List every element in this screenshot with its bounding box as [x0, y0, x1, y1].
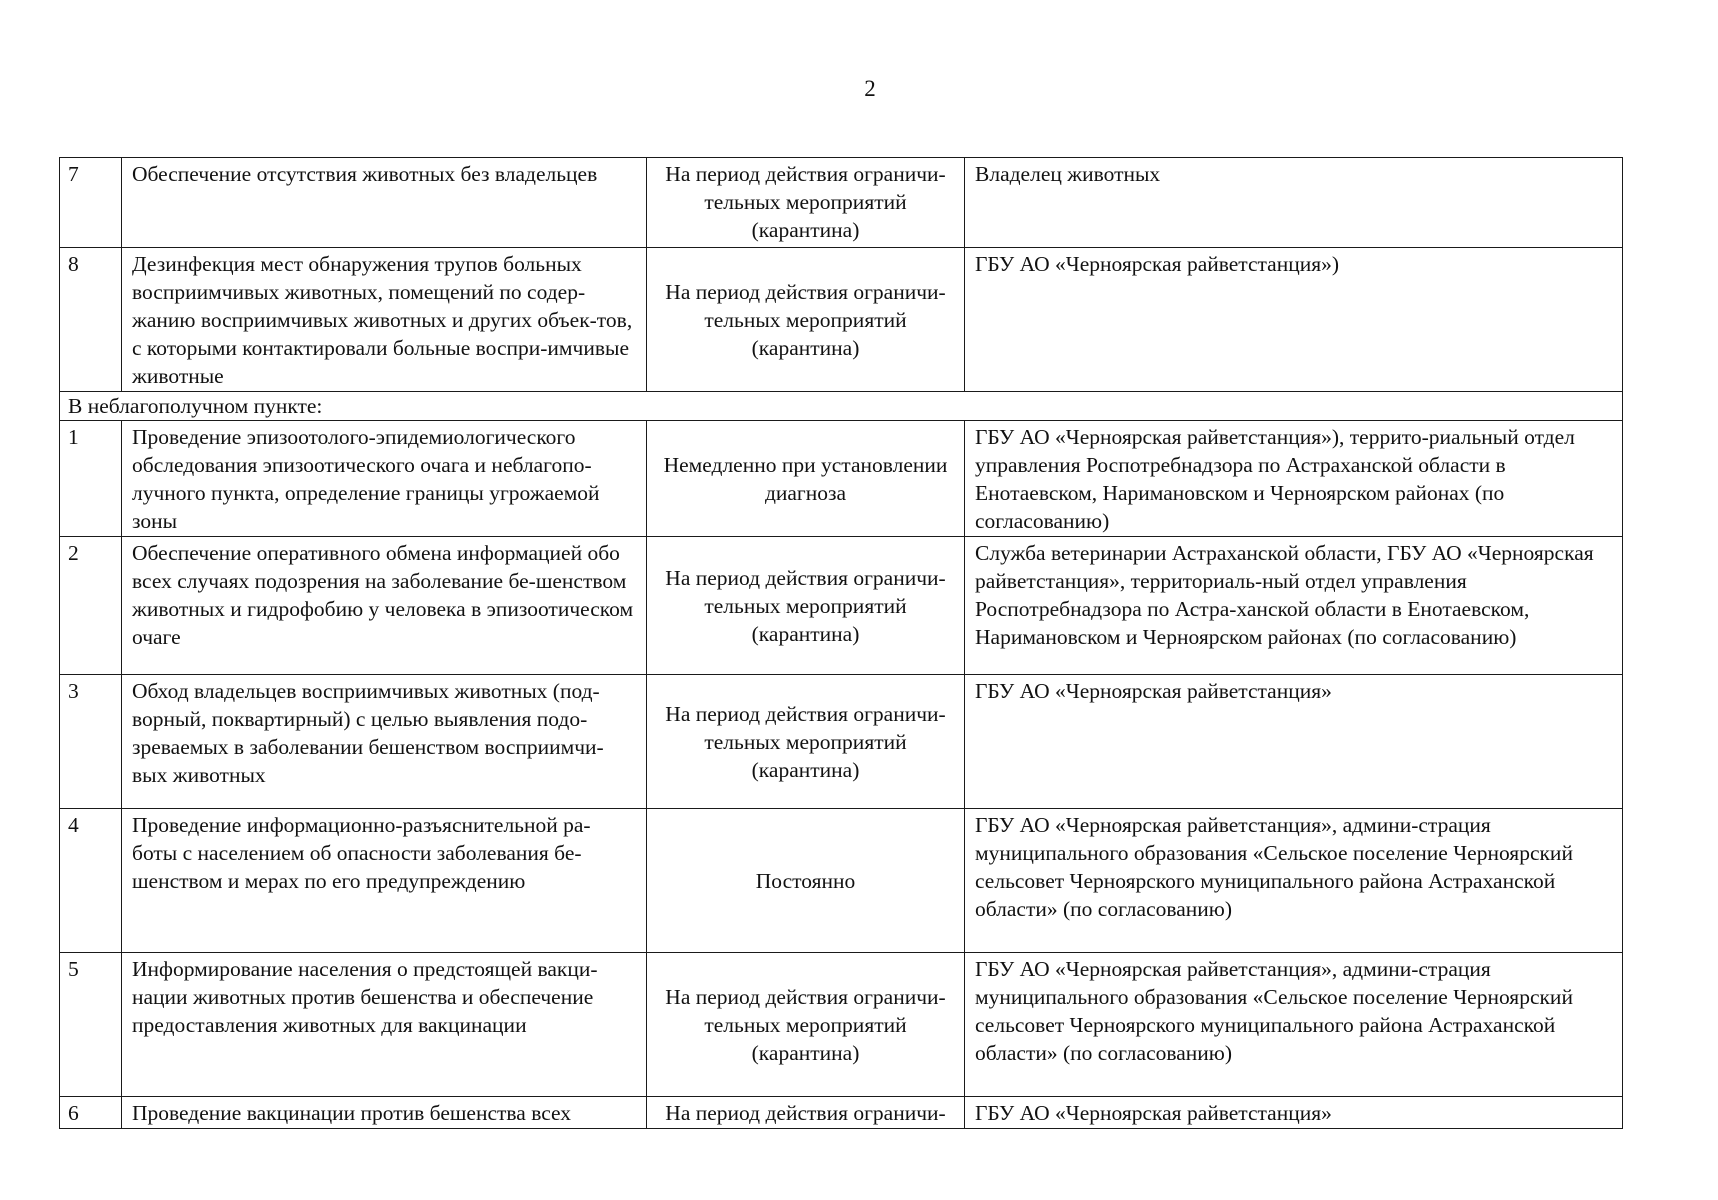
table-row [60, 248, 1623, 392]
row-number: 4 [60, 809, 122, 953]
term-cell: Немедленно при установлении диагноза [647, 421, 965, 537]
row-number: 5 [60, 953, 122, 1097]
responsible-cell: ГБУ АО «Черноярская райветстанция»), террито-риальный отдел управления Роспотребнадзора по Астраханской области в Енотаевском, Наримановском и Черноярском районах (по согласованию) [965, 421, 1623, 537]
measure-cell: Информирование населения о предстоящей вакци-нации животных против бешенства и обеспечение предоставления животных для вакцинации [122, 953, 647, 1097]
measure-cell: Проведение информационно-разъяснительной ра-боты с населением об опасности заболевания бе-шенством и мерах по его предупреждению [122, 809, 647, 953]
measure-cell: Дезинфекция мест обнаружения трупов больных восприимчивых животных, помещений по содер-жанию восприимчивых животных и других объек-тов, с которыми контактировали больные воспри-имчивые животные [122, 248, 647, 392]
measures-table [59, 157, 1623, 1129]
responsible-cell: ГБУ АО «Черноярская райветстанция») [965, 248, 1623, 392]
section-row [60, 392, 1623, 421]
term-cell: На период действия ограничи-тельных мероприятий (карантина) [647, 675, 965, 809]
table-row [60, 421, 1623, 537]
term-cell: На период действия ограничи-тельных мероприятий (карантина) [647, 953, 965, 1097]
row-number: 2 [60, 537, 122, 675]
section-title: В неблагополучном пункте: [60, 392, 1623, 421]
row-number: 1 [60, 421, 122, 537]
measure-cell: Обеспечение отсутствия животных без владельцев [122, 158, 647, 248]
term-cell: Постоянно [647, 809, 965, 953]
measure-cell: Проведение эпизоотолого-эпидемиологического обследования эпизоотического очага и неблагопо-лучного пункта, определение границы угрожаемой зоны [122, 421, 647, 537]
responsible-cell: Служба ветеринарии Астраханской области, ГБУ АО «Черноярская райветстанция», территориаль-ный отдел управления Роспотребнадзора по Астра-ханской области в Енотаевском, Наримановском и Черноярском районах (по согласованию) [965, 537, 1623, 675]
measure-cell: Проведение вакцинации против бешенства всех [122, 1097, 647, 1129]
table-row [60, 953, 1623, 1097]
table-row [60, 537, 1623, 675]
row-number: 7 [60, 158, 122, 248]
measure-cell: Обеспечение оперативного обмена информацией обо всех случаях подозрения на заболевание бе-шенством животных и гидрофобию у человека в эпизоотическом очаге [122, 537, 647, 675]
row-number: 6 [60, 1097, 122, 1129]
term-cell: На период действия ограничи- [647, 1097, 965, 1129]
responsible-cell: ГБУ АО «Черноярская райветстанция» [965, 675, 1623, 809]
measure-cell: Обход владельцев восприимчивых животных (под-ворный, поквартирный) с целью выявления подо-зреваемых в заболевании бешенством восприимчи-вых животных [122, 675, 647, 809]
term-cell: На период действия ограничи-тельных мероприятий (карантина) [647, 158, 965, 248]
responsible-cell: ГБУ АО «Черноярская райветстанция» [965, 1097, 1623, 1129]
table-row [60, 675, 1623, 809]
page-number: 2 [864, 76, 876, 101]
row-number: 8 [60, 248, 122, 392]
term-cell: На период действия ограничи-тельных мероприятий (карантина) [647, 537, 965, 675]
table-row [60, 1097, 1623, 1129]
responsible-cell: ГБУ АО «Черноярская райветстанция», админи-страция муниципального образования «Сельское поселение Черноярский сельсовет Черноярского муниципального района Астраханской области» (по согласованию) [965, 809, 1623, 953]
responsible-cell: Владелец животных [965, 158, 1623, 248]
table-row [60, 809, 1623, 953]
row-number: 3 [60, 675, 122, 809]
responsible-cell: ГБУ АО «Черноярская райветстанция», админи-страция муниципального образования «Сельское поселение Черноярский сельсовет Черноярского муниципального района Астраханской области» (по согласованию) [965, 953, 1623, 1097]
table-row [60, 158, 1623, 248]
term-cell: На период действия ограничи-тельных мероприятий (карантина) [647, 248, 965, 392]
